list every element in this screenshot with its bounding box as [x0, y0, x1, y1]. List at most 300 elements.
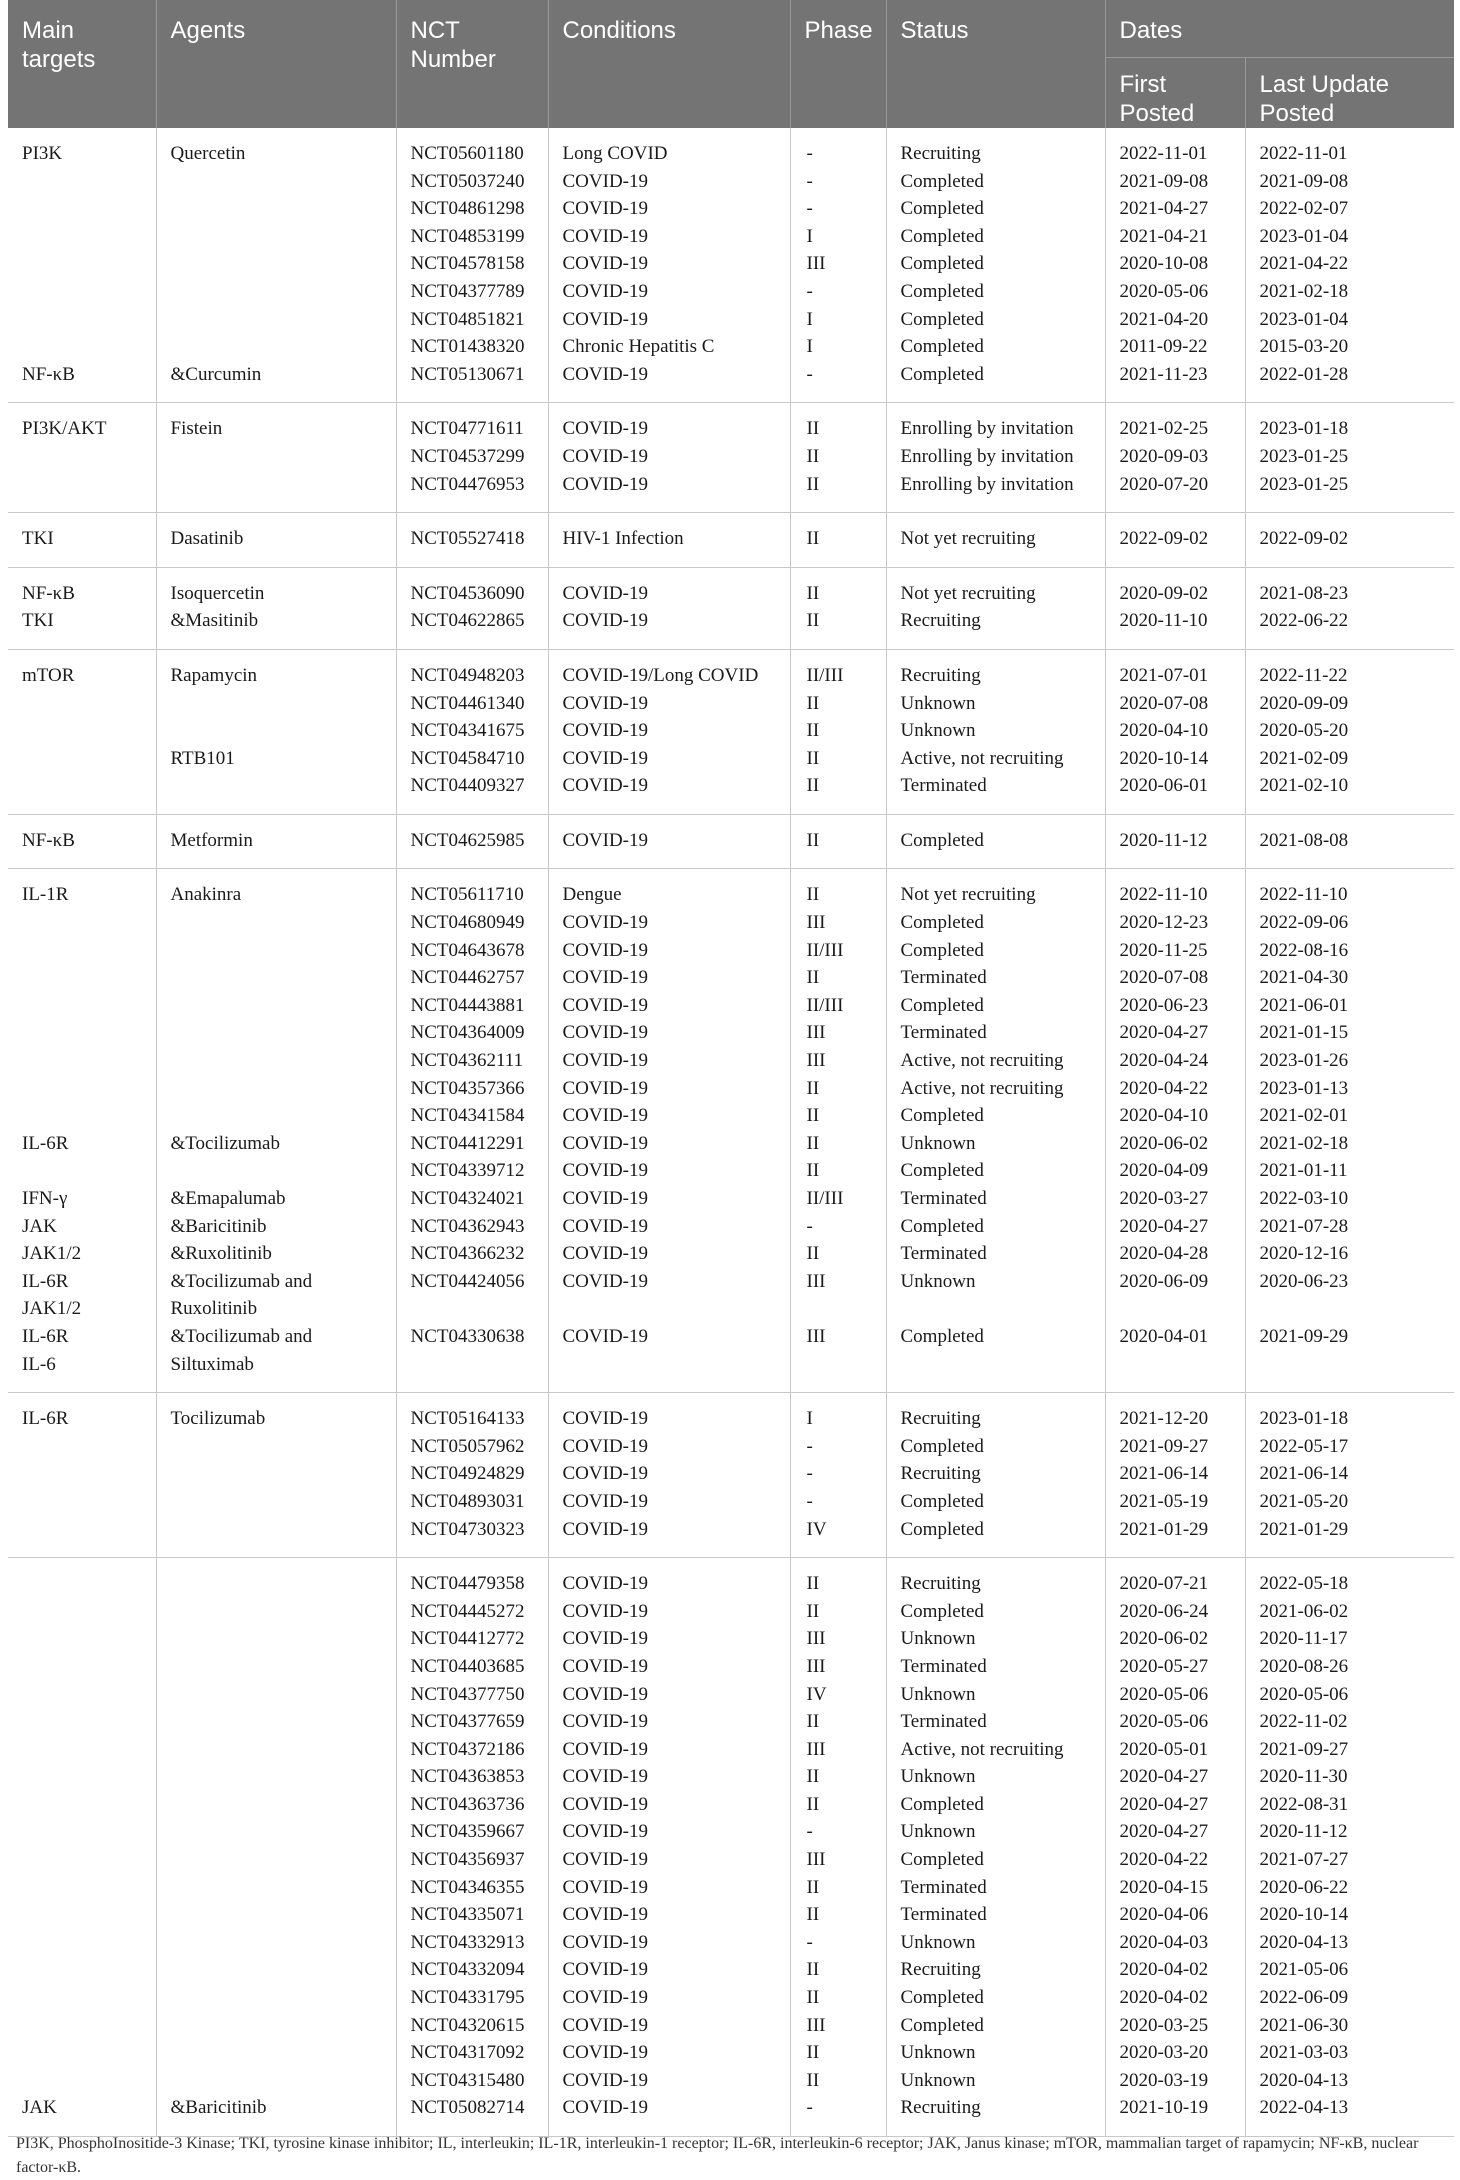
status-value: Recruiting	[900, 143, 981, 164]
condition-value: COVID-19	[562, 170, 648, 192]
first-value: 2021-07-01	[1119, 664, 1209, 686]
phase-value: II	[806, 1160, 820, 1182]
last-value: 2022-05-17	[1259, 1435, 1349, 1457]
condition-value: COVID-19	[562, 1793, 648, 1815]
agent-value	[171, 1570, 382, 1598]
phase-cell	[790, 869, 886, 1393]
target-value: NF-κB	[22, 363, 75, 385]
target-value	[22, 250, 142, 278]
condition-value: COVID-19	[562, 308, 648, 330]
last-value	[1260, 1351, 1441, 1379]
first-value: 2020-05-06	[1119, 1711, 1209, 1733]
agent-value: Dasatinib	[170, 528, 244, 550]
last-value: 2020-08-26	[1259, 1655, 1349, 1677]
first-posted-cell	[1105, 403, 1245, 513]
agent-value	[171, 1874, 382, 1902]
status-value: Completed	[900, 1215, 984, 1237]
status-value: Completed	[900, 198, 984, 220]
last-value: 2023-01-04	[1259, 225, 1349, 247]
last-update-posted-cell	[1245, 1393, 1454, 1558]
condition-value: COVID-19	[562, 1243, 648, 1265]
first-value: 2022-11-10	[1119, 884, 1208, 906]
phase-cell	[790, 1558, 886, 2137]
phase-value	[807, 1295, 872, 1323]
first-value: 2020-03-19	[1119, 2069, 1209, 2091]
target-value	[22, 333, 142, 361]
phase-value: II/III	[806, 664, 844, 686]
last-value: 2021-09-27	[1259, 1738, 1349, 1760]
agent-cell	[156, 1393, 396, 1558]
condition-cell	[548, 1393, 790, 1558]
first-posted-cell	[1105, 869, 1245, 1393]
phase-cell	[790, 567, 886, 649]
last-update-posted-cell	[1245, 128, 1454, 403]
trial-group-row	[8, 567, 1454, 649]
target-value	[22, 937, 142, 965]
target-cell	[8, 814, 156, 869]
first-posted-cell	[1105, 649, 1245, 814]
target-value	[22, 1047, 142, 1075]
status-value: Recruiting	[900, 1408, 981, 1430]
condition-value: COVID-19	[562, 1987, 648, 2009]
target-value: IL-6	[22, 1353, 56, 1375]
target-value: IFN-γ	[22, 1188, 68, 1209]
first-posted-cell	[1105, 814, 1245, 869]
header-agents: Agents	[156, 0, 396, 128]
agent-value	[171, 1433, 382, 1461]
first-value: 2020-04-02	[1119, 1987, 1209, 2009]
first-value: 2020-12-23	[1119, 912, 1209, 934]
nct-value: NCT04853199	[410, 225, 525, 247]
target-value	[22, 1625, 142, 1653]
nct-value: NCT04443881	[410, 994, 525, 1016]
first-posted-cell	[1105, 1558, 1245, 2137]
last-value: 2020-06-23	[1259, 1270, 1349, 1292]
status-value: Unknown	[900, 1132, 976, 1154]
target-value	[22, 443, 142, 471]
status-value: Active, not recruiting	[900, 1738, 1064, 1760]
condition-value: COVID-19	[562, 1188, 648, 1209]
nct-value: NCT04359667	[410, 1821, 525, 1843]
phase-cell	[790, 1393, 886, 1558]
target-value	[22, 1681, 142, 1709]
phase-value: II	[806, 610, 820, 632]
agent-value: RTB101	[170, 747, 235, 769]
status-value: Completed	[900, 1325, 984, 1347]
condition-value: COVID-19	[562, 1600, 648, 1622]
target-value	[22, 168, 142, 196]
condition-value	[563, 1351, 776, 1379]
status-value: Terminated	[900, 1711, 987, 1733]
target-value	[22, 745, 142, 773]
agent-value	[171, 1460, 382, 1488]
target-value: JAK	[22, 1215, 57, 1237]
agent-value: Anakinra	[170, 884, 242, 906]
status-value: Completed	[900, 1849, 984, 1871]
last-value: 2021-06-01	[1259, 994, 1349, 1016]
last-value: 2021-08-08	[1259, 829, 1349, 851]
condition-value: Dengue	[562, 884, 622, 906]
status-value: Unknown	[900, 1766, 976, 1788]
status-value: Enrolling by invitation	[900, 445, 1074, 467]
agent-value	[171, 1157, 382, 1185]
phase-value: II	[806, 418, 820, 440]
status-value: Unknown	[900, 1683, 976, 1705]
target-value	[22, 223, 142, 251]
last-value: 2022-11-22	[1259, 664, 1348, 686]
last-value: 2020-12-16	[1259, 1243, 1349, 1265]
first-value: 2021-04-21	[1119, 225, 1209, 247]
status-value: Completed	[900, 1105, 984, 1127]
first-value: 2020-06-09	[1119, 1270, 1209, 1292]
agent-value	[171, 1901, 382, 1929]
status-value: Completed	[900, 912, 984, 934]
clinical-trials-table	[8, 0, 1454, 2137]
phase-value: III	[806, 2014, 826, 2036]
last-value: 2021-04-30	[1259, 967, 1349, 989]
status-value: Completed	[900, 1793, 984, 1815]
agent-cell	[156, 403, 396, 513]
target-value	[22, 1956, 142, 1984]
phase-value: II	[806, 528, 820, 550]
target-cell	[8, 567, 156, 649]
condition-value: COVID-19	[562, 418, 648, 440]
target-value	[22, 1570, 142, 1598]
nct-value: NCT04331795	[410, 1987, 525, 2009]
last-value: 2021-01-15	[1259, 1022, 1349, 1044]
first-value: 2020-06-23	[1119, 994, 1209, 1016]
phase-value: II	[806, 720, 820, 742]
nct-value: NCT04851821	[410, 308, 525, 330]
nct-value: NCT04317092	[410, 2042, 525, 2064]
phase-value: II	[806, 747, 820, 769]
status-cell	[886, 567, 1105, 649]
nct-number-cell	[396, 649, 548, 814]
last-value: 2023-01-26	[1259, 1050, 1349, 1072]
nct-value: NCT04335071	[410, 1904, 525, 1926]
condition-value: COVID-19	[562, 1215, 648, 1237]
last-update-posted-cell	[1245, 403, 1454, 513]
first-value: 2022-11-01	[1119, 143, 1208, 164]
agent-value	[171, 333, 382, 361]
status-value: Recruiting	[900, 1959, 981, 1981]
first-value: 2020-07-08	[1119, 692, 1209, 714]
first-value: 2020-09-03	[1119, 445, 1209, 467]
nct-value: NCT04366232	[410, 1243, 525, 1265]
status-value: Recruiting	[900, 610, 981, 632]
nct-value: NCT04339712	[410, 1160, 525, 1182]
last-value: 2020-05-06	[1259, 1683, 1349, 1705]
phase-value: II	[806, 775, 820, 797]
first-value: 2011-09-22	[1119, 336, 1208, 358]
target-value	[22, 1433, 142, 1461]
last-value: 2023-01-18	[1259, 418, 1349, 440]
target-value: IL-6R	[22, 1270, 69, 1292]
phase-value: III	[806, 1628, 826, 1650]
header-dates: Dates	[1105, 0, 1454, 58]
nct-value: NCT04341675	[410, 720, 525, 742]
nct-number-cell	[396, 1393, 548, 1558]
nct-number-cell	[396, 1558, 548, 2137]
last-value: 2022-05-18	[1259, 1573, 1349, 1595]
phase-value: I	[806, 1408, 813, 1430]
first-value: 2020-03-27	[1119, 1188, 1209, 1209]
agent-cell	[156, 128, 396, 403]
phase-cell	[790, 128, 886, 403]
nct-value: NCT05037240	[410, 170, 525, 192]
table-body	[8, 128, 1454, 2137]
nct-value: NCT05057962	[410, 1435, 525, 1457]
last-update-posted-cell	[1245, 567, 1454, 649]
first-value: 2020-05-01	[1119, 1738, 1209, 1760]
agent-cell	[156, 567, 396, 649]
last-value: 2023-01-25	[1259, 473, 1349, 495]
condition-value: COVID-19	[562, 912, 648, 934]
agent-value	[171, 1984, 382, 2012]
target-value	[22, 717, 142, 745]
agent-value	[171, 278, 382, 306]
nct-value: NCT04409327	[410, 775, 525, 797]
phase-value: III	[806, 1050, 826, 1072]
agent-value	[171, 1736, 382, 1764]
status-value: Unknown	[900, 2069, 976, 2091]
agent-value: Isoquercetin	[170, 582, 265, 604]
phase-value: -	[806, 170, 813, 192]
phase-value: II	[806, 1573, 820, 1595]
last-value: 2021-02-10	[1259, 775, 1349, 797]
last-value: 2021-07-28	[1259, 1215, 1349, 1237]
first-value: 2020-04-15	[1119, 1876, 1209, 1898]
status-value: Terminated	[900, 775, 987, 797]
condition-cell	[548, 128, 790, 403]
target-value	[22, 2067, 142, 2095]
status-value: Terminated	[900, 1904, 987, 1926]
status-value: Completed	[900, 308, 984, 330]
first-value: 2020-06-02	[1119, 1132, 1209, 1154]
condition-value: COVID-19	[562, 1132, 648, 1154]
nct-value: NCT04346355	[410, 1876, 525, 1898]
agent-value	[171, 1075, 382, 1103]
trial-group-row	[8, 403, 1454, 513]
status-value: Completed	[900, 170, 984, 192]
status-value: Unknown	[900, 2042, 976, 2064]
last-update-posted-cell	[1245, 814, 1454, 869]
status-value: Completed	[900, 225, 984, 247]
nct-value: NCT04364009	[410, 1022, 525, 1044]
last-value: 2020-11-30	[1259, 1766, 1348, 1788]
condition-value: COVID-19	[562, 473, 648, 495]
last-value: 2020-04-13	[1259, 1931, 1349, 1953]
target-cell	[8, 1393, 156, 1558]
last-value: 2022-01-28	[1259, 363, 1349, 385]
last-value: 2023-01-04	[1259, 308, 1349, 330]
nct-value: NCT04924829	[410, 1463, 525, 1485]
phase-value: II	[806, 1766, 820, 1788]
last-value: 2021-02-18	[1259, 1132, 1349, 1154]
condition-cell	[548, 1558, 790, 2137]
status-value: Completed	[900, 336, 984, 358]
nct-value: NCT04536090	[410, 582, 525, 604]
phase-value	[807, 1351, 872, 1379]
phase-value: -	[806, 1821, 813, 1843]
status-value: Not yet recruiting	[900, 884, 1036, 906]
condition-cell	[548, 567, 790, 649]
nct-number-cell	[396, 513, 548, 568]
nct-value: NCT05527418	[410, 528, 525, 550]
phase-cell	[790, 403, 886, 513]
status-cell	[886, 1393, 1105, 1558]
nct-value: NCT04330638	[410, 1325, 525, 1347]
agent-value	[171, 223, 382, 251]
last-value: 2023-01-18	[1259, 1408, 1349, 1430]
condition-value: COVID-19	[562, 1683, 648, 1705]
agent-value	[171, 2039, 382, 2067]
agent-value	[171, 772, 382, 800]
phase-value: I	[806, 308, 813, 330]
nct-value: NCT04403685	[410, 1655, 525, 1677]
header-conditions: Conditions	[548, 0, 790, 128]
condition-value: COVID-19	[562, 1711, 648, 1733]
nct-value: NCT04341584	[410, 1105, 525, 1127]
condition-value: COVID-19	[562, 1821, 648, 1843]
first-value: 2020-04-06	[1119, 1904, 1209, 1926]
status-value: Terminated	[900, 1655, 987, 1677]
agent-value	[171, 717, 382, 745]
condition-value: COVID-19	[562, 1022, 648, 1044]
condition-value: COVID-19	[562, 1518, 648, 1540]
target-value: TKI	[22, 528, 54, 550]
first-value: 2020-11-10	[1119, 610, 1208, 632]
first-value: 2020-04-10	[1119, 1105, 1209, 1127]
condition-value: COVID-19	[562, 829, 648, 851]
condition-value: COVID-19	[562, 2097, 648, 2119]
last-value: 2021-07-27	[1259, 1849, 1349, 1871]
target-cell	[8, 1558, 156, 2137]
header-last-update-posted: Last Update Posted	[1245, 58, 1454, 129]
last-value: 2022-02-07	[1259, 198, 1349, 220]
agent-value	[171, 1818, 382, 1846]
first-value: 2020-05-06	[1119, 280, 1209, 302]
nct-value: NCT04861298	[410, 198, 525, 220]
last-update-posted-cell	[1245, 1558, 1454, 2137]
phase-value: II/III	[806, 1188, 844, 1209]
status-cell	[886, 649, 1105, 814]
status-value: Recruiting	[900, 2097, 981, 2119]
phase-value: II	[806, 884, 820, 906]
agent-value	[171, 1791, 382, 1819]
agent-value: Ruxolitinib	[170, 1298, 258, 1320]
target-value	[22, 1488, 142, 1516]
first-value: 2020-04-27	[1119, 1793, 1209, 1815]
nct-value: NCT04377750	[410, 1683, 525, 1705]
first-value: 2022-09-02	[1119, 528, 1209, 550]
phase-value: II/III	[806, 939, 844, 961]
target-value	[22, 1929, 142, 1957]
condition-value: COVID-19	[562, 747, 648, 769]
status-value: Recruiting	[900, 1463, 981, 1485]
phase-value: II	[806, 1904, 820, 1926]
header-status: Status	[886, 0, 1105, 128]
agent-value	[171, 195, 382, 223]
header-phase: Phase	[790, 0, 886, 128]
first-value: 2020-06-02	[1119, 1628, 1209, 1650]
last-value: 2022-06-09	[1259, 1987, 1349, 2009]
agent-value	[171, 471, 382, 499]
target-value: IL-1R	[22, 884, 69, 906]
status-cell	[886, 513, 1105, 568]
status-value: Enrolling by invitation	[900, 473, 1074, 495]
agent-value	[171, 2067, 382, 2095]
target-value	[22, 909, 142, 937]
nct-value: NCT04476953	[410, 473, 525, 495]
agent-value: &Tocilizumab	[170, 1132, 280, 1154]
last-update-posted-cell	[1245, 869, 1454, 1393]
status-value: Completed	[900, 280, 984, 302]
nct-number-cell	[396, 403, 548, 513]
agent-cell	[156, 869, 396, 1393]
agent-value	[171, 1846, 382, 1874]
last-value: 2015-03-20	[1259, 336, 1349, 358]
target-value	[22, 1460, 142, 1488]
last-value: 2020-06-22	[1259, 1876, 1349, 1898]
trial-group-row	[8, 814, 1454, 869]
condition-value: COVID-19	[562, 994, 648, 1016]
last-value: 2021-02-18	[1259, 280, 1349, 302]
last-update-posted-cell	[1245, 513, 1454, 568]
status-value: Active, not recruiting	[900, 1077, 1064, 1099]
agent-cell	[156, 1558, 396, 2137]
phase-value: -	[806, 1931, 813, 1953]
first-value: 2020-06-01	[1119, 775, 1209, 797]
agent-value	[171, 443, 382, 471]
phase-value: II	[806, 1077, 820, 1099]
first-value: 2020-11-25	[1119, 939, 1208, 961]
first-value: 2020-04-10	[1119, 720, 1209, 742]
first-value: 2020-04-24	[1119, 1050, 1209, 1072]
nct-value: NCT04315480	[410, 2069, 525, 2091]
target-value	[22, 1019, 142, 1047]
first-value: 2020-09-02	[1119, 582, 1209, 604]
condition-value: COVID-19	[562, 1463, 648, 1485]
last-value: 2021-08-23	[1259, 582, 1349, 604]
first-value: 2020-04-01	[1119, 1325, 1209, 1347]
status-cell	[886, 1558, 1105, 2137]
status-value: Enrolling by invitation	[900, 418, 1074, 440]
last-value: 2020-11-17	[1259, 1628, 1348, 1650]
first-value: 2020-04-27	[1119, 1215, 1209, 1237]
last-value: 2022-09-02	[1259, 528, 1349, 550]
target-value	[22, 1763, 142, 1791]
nct-value: NCT04412291	[410, 1132, 525, 1154]
last-value: 2022-08-31	[1259, 1793, 1349, 1815]
agent-value	[171, 937, 382, 965]
condition-value: COVID-19	[562, 1050, 648, 1072]
nct-value: NCT04622865	[410, 610, 525, 632]
target-value	[22, 1846, 142, 1874]
phase-value: I	[806, 225, 813, 247]
condition-value: COVID-19	[562, 2014, 648, 2036]
last-value: 2020-04-13	[1259, 2069, 1349, 2091]
status-value: Terminated	[900, 1188, 987, 1209]
agent-value: &Baricitinib	[170, 1215, 267, 1237]
condition-value: COVID-19	[562, 253, 648, 275]
condition-value: COVID-19	[562, 363, 648, 385]
agent-value	[171, 964, 382, 992]
target-value	[22, 1874, 142, 1902]
status-value: Recruiting	[900, 664, 981, 686]
status-value: Unknown	[900, 692, 976, 714]
phase-value: II	[806, 445, 820, 467]
